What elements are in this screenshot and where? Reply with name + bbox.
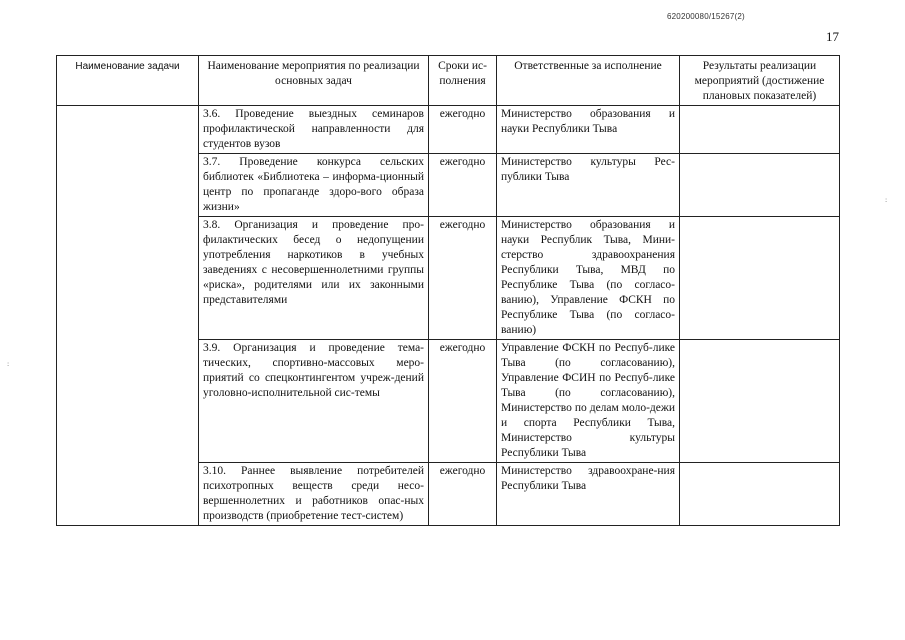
table-row <box>57 106 840 154</box>
activity-cell: 3.8. Организация и проведение про-филактических бесед о недопущении употребления наркотиков в учебных заведениях с несовершеннолетними группы «риска», родителями или их законными представителями <box>199 217 429 340</box>
deadline-cell: ежегодно <box>429 217 497 340</box>
activity-cell: 3.7. Проведение конкурса сельских библиотек «Библиотека – информа-ционный центр по пропаганде здоро-вого образа жизни» <box>199 154 429 217</box>
responsible-cell: Министерство образования и науки Республик Тыва, Мини-стерство здравоохранения Республики Тыва, МВД по Республике Тыва (по согласо-ванию), Управление ФСКН по Республике Тыва (по согласо-ванию) <box>497 217 680 340</box>
margin-mark: : <box>6 360 11 368</box>
result-cell <box>680 463 840 526</box>
column-header-task: Наименование задачи <box>57 56 199 106</box>
result-cell <box>680 154 840 217</box>
activities-table <box>56 55 840 526</box>
result-cell <box>680 106 840 154</box>
activity-cell: 3.10. Раннее выявление потребителей психотропных веществ среди несо-вершеннолетних и работников опас-ных производств (приобретение тест-систем) <box>199 463 429 526</box>
deadline-cell: ежегодно <box>429 463 497 526</box>
deadline-cell: ежегодно <box>429 154 497 217</box>
margin-mark: : <box>884 196 889 204</box>
page-number: 17 <box>826 29 839 44</box>
result-cell <box>680 340 840 463</box>
responsible-cell: Министерство культуры Рес-публики Тыва <box>497 154 680 217</box>
table-header-row <box>57 56 840 106</box>
activity-cell: 3.6. Проведение выездных семинаров профилактической направленности для студентов вузов <box>199 106 429 154</box>
task-cell <box>57 106 199 526</box>
column-header-activity: Наименование мероприятия по реализации основных задач <box>199 56 429 106</box>
deadline-cell: ежегодно <box>429 106 497 154</box>
activity-cell: 3.9. Организация и проведение тема-тических, спортивно-массовых меро-приятий со спецконтингентом учреж-дений уголовно-исполнительной сис-темы <box>199 340 429 463</box>
responsible-cell: Управление ФСКН по Респуб-лике Тыва (по согласованию), Управление ФСИН по Респуб-лике Тыва (по согласованию), Министерство по делам моло-дежи и спорта Республики Тыва, Министерство культуры Республики Тыва <box>497 340 680 463</box>
document-id: 620200080/15267(2) <box>667 12 745 21</box>
responsible-cell: Министерство образования и науки Республики Тыва <box>497 106 680 154</box>
responsible-cell: Министерство здравоохране-ния Республики Тыва <box>497 463 680 526</box>
column-header-result: Результаты реализации мероприятий (достижение плановых показателей) <box>680 56 840 106</box>
column-header-responsible: Ответственные за исполнение <box>497 56 680 106</box>
result-cell <box>680 217 840 340</box>
deadline-cell: ежегодно <box>429 340 497 463</box>
column-header-deadline: Сроки ис-полнения <box>429 56 497 106</box>
